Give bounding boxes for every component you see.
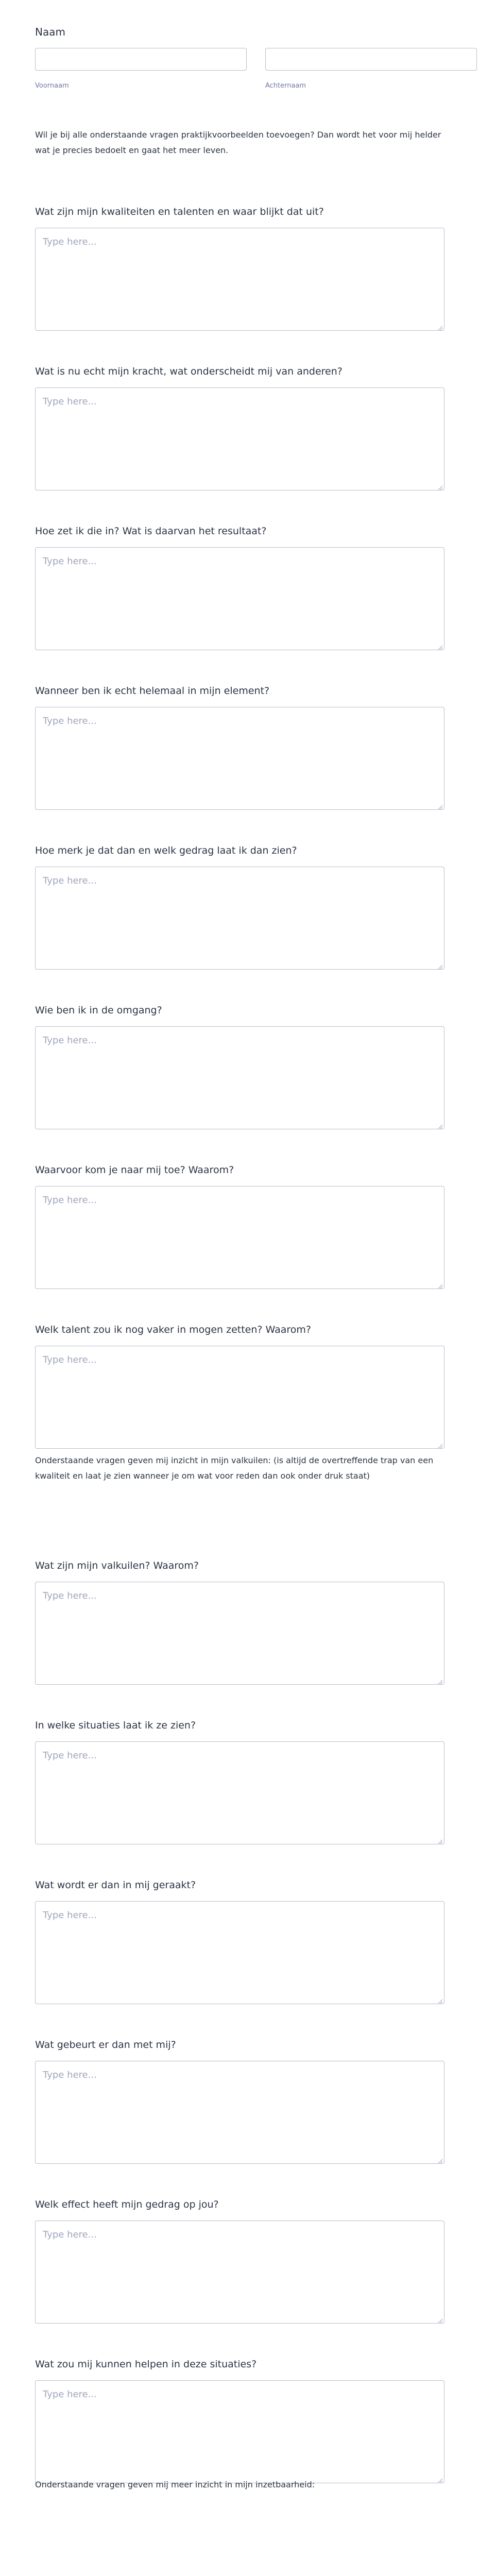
resize-handle-icon[interactable] <box>437 1281 443 1287</box>
answer-textarea[interactable] <box>35 2061 444 2164</box>
question-label: Welk talent zou ik nog vaker in mogen zetten? Waarom? <box>35 1324 312 1335</box>
question-label: Wanneer ben ik echt helemaal in mijn element? <box>35 685 270 697</box>
question-label: Wat zou mij kunnen helpen in deze situaties? <box>35 2359 257 2370</box>
answer-textarea[interactable] <box>35 867 444 970</box>
answer-textarea[interactable] <box>35 707 444 810</box>
resize-handle-icon[interactable] <box>437 642 443 649</box>
question-label: Waarvoor kom je naar mij toe? Waarom? <box>35 1164 234 1176</box>
resize-handle-icon[interactable] <box>437 1122 443 1128</box>
resize-handle-icon[interactable] <box>437 1837 443 1843</box>
resize-handle-icon[interactable] <box>437 1996 443 2003</box>
question-label: Wat zijn mijn valkuilen? Waarom? <box>35 1560 199 1571</box>
answer-textarea[interactable] <box>35 1346 444 1449</box>
question-label: Wat zijn mijn kwaliteiten en talenten en waar blijkt dat uit? <box>35 206 324 217</box>
answer-textarea[interactable] <box>35 1741 444 1844</box>
answer-textarea[interactable] <box>35 228 444 331</box>
resize-handle-icon[interactable] <box>437 2156 443 2162</box>
intro-text: Wil je bij alle onderstaande vragen praktijkvoorbeelden toevoegen? Dan wordt het voor mij helder wat je precies bedoelt en gaat het meer leven. <box>35 130 441 155</box>
resize-handle-icon[interactable] <box>437 323 443 329</box>
answer-textarea[interactable] <box>35 547 444 650</box>
question-label: Welk effect heeft mijn gedrag op jou? <box>35 2199 219 2210</box>
question-label: Hoe merk je dat dan en welk gedrag laat ik dan zien? <box>35 845 297 856</box>
resize-handle-icon[interactable] <box>437 2316 443 2322</box>
first-name-sublabel: Voornaam <box>35 82 69 90</box>
resize-handle-icon[interactable] <box>437 802 443 808</box>
answer-textarea[interactable] <box>35 1901 444 2004</box>
inzetbaarheid-intro-text: Onderstaande vragen geven mij meer inzicht in mijn inzetbaarheid: <box>35 2480 315 2489</box>
first-name-input[interactable] <box>35 48 247 71</box>
question-label: In welke situaties laat ik ze zien? <box>35 1720 196 1731</box>
resize-handle-icon[interactable] <box>437 1441 443 1447</box>
name-label: Naam <box>35 26 65 38</box>
question-label: Wat is nu echt mijn kracht, wat onderscheidt mij van anderen? <box>35 366 343 377</box>
resize-handle-icon[interactable] <box>437 483 443 489</box>
resize-handle-icon[interactable] <box>437 962 443 968</box>
valkuilen-intro-text: Onderstaande vragen geven mij inzicht in mijn valkuilen: (is altijd de overtreffende trap van een kwaliteit en laat je zien wanneer je om wat voor reden dan ook onder druk staat) <box>35 1455 434 1481</box>
question-label: Hoe zet ik die in? Wat is daarvan het resultaat? <box>35 526 267 537</box>
answer-textarea[interactable] <box>35 1582 444 1685</box>
resize-handle-icon[interactable] <box>437 1677 443 1683</box>
answer-textarea[interactable] <box>35 2380 444 2483</box>
answer-textarea[interactable] <box>35 1026 444 1129</box>
question-label: Wie ben ik in de omgang? <box>35 1005 162 1016</box>
last-name-input[interactable] <box>265 48 477 71</box>
question-label: Wat gebeurt er dan met mij? <box>35 2039 176 2050</box>
answer-textarea[interactable] <box>35 387 444 490</box>
question-label: Wat wordt er dan in mij geraakt? <box>35 1879 196 1891</box>
answer-textarea[interactable] <box>35 1186 444 1289</box>
answer-textarea[interactable] <box>35 2221 444 2324</box>
last-name-sublabel: Achternaam <box>265 82 306 90</box>
